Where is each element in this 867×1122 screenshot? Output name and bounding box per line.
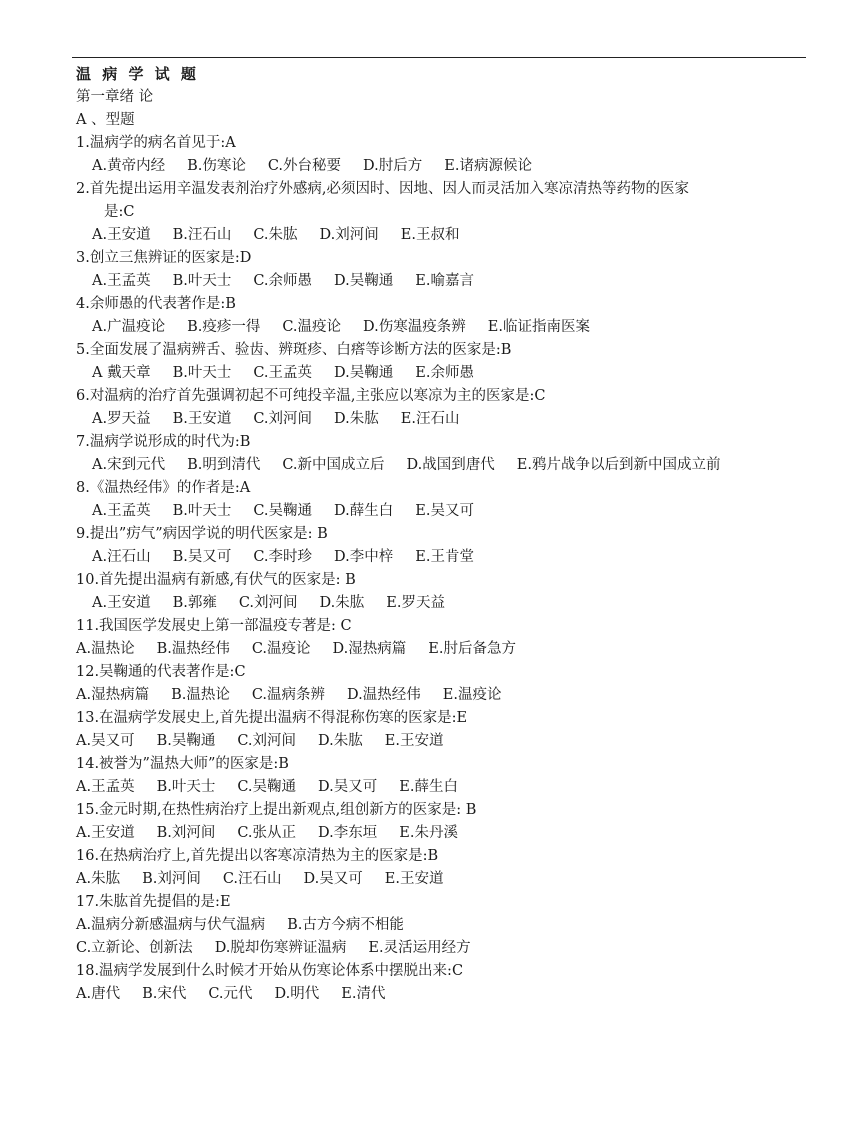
answer-option: E.温疫论 xyxy=(442,687,502,703)
option-row xyxy=(76,776,804,799)
document-title: 温 病 学 试 题 xyxy=(76,65,199,83)
answer-option: A.吴又可 xyxy=(76,733,135,749)
option-row xyxy=(76,868,804,891)
answer-option: D.朱肱 xyxy=(319,595,365,611)
answer-option: D.刘河间 xyxy=(319,227,379,243)
answer-option: D.吴鞠通 xyxy=(334,365,394,381)
option-row xyxy=(76,914,804,937)
answer-option: A.王安道 xyxy=(92,595,151,611)
question-text: 2.首先提出运用辛温发表剂治疗外感病,必须因时、因地、因人而灵活加入寒凉清热等药物的医家 xyxy=(76,181,689,197)
answer-option: E.汪石山 xyxy=(400,411,460,427)
answer-option: D.李中梓 xyxy=(334,549,394,565)
question-text: 8.《温热经伟》的作者是:A xyxy=(76,480,251,496)
answer-option: A.朱肱 xyxy=(76,871,121,887)
question-text: 12.吴鞠通的代表著作是:C xyxy=(76,664,246,680)
answer-option: E.罗天益 xyxy=(386,595,445,611)
option-row xyxy=(76,316,804,339)
answer-option: D.战国到唐代 xyxy=(406,457,495,473)
answer-option: B.叶天士 xyxy=(172,365,232,381)
answer-option: E.诸病源候论 xyxy=(444,158,532,174)
answer-option: D.朱肱 xyxy=(318,733,363,749)
answer-option: A.黄帝内经 xyxy=(92,158,166,174)
option-row xyxy=(76,730,804,753)
answer-option: B.刘河间 xyxy=(142,871,201,887)
option-row xyxy=(76,454,804,477)
answer-option: E.薛生白 xyxy=(399,779,458,795)
answer-option: B.伤寒论 xyxy=(187,158,246,174)
answer-option: A.王安道 xyxy=(92,227,151,243)
question-text: 10.首先提出温病有新感,有伏气的医家是: B xyxy=(76,572,356,588)
answer-option: C.元代 xyxy=(208,986,253,1002)
answer-option: B.温热经伟 xyxy=(156,641,230,657)
answer-option: B.古方今病不相能 xyxy=(287,917,404,933)
option-row xyxy=(76,224,804,247)
section-heading: A 、型题 xyxy=(76,112,135,128)
chapter-heading: 第一章绪 论 xyxy=(76,89,154,105)
option-row xyxy=(76,270,804,293)
answer-option: D.湿热病篇 xyxy=(332,641,407,657)
answer-option: C.温疫论 xyxy=(282,319,342,335)
option-row xyxy=(76,937,804,960)
answer-option: B.温热论 xyxy=(171,687,230,703)
answer-option: C.温病条辨 xyxy=(251,687,326,703)
question-text: 6.对温病的治疗首先强调初起不可纯投辛温,主张应以寒凉为主的医家是:C xyxy=(76,388,546,404)
answer-option: A.温病分新感温病与伏气温病 xyxy=(76,917,266,933)
answer-option: A.湿热病篇 xyxy=(76,687,150,703)
answer-option: A.王孟英 xyxy=(76,779,135,795)
answer-option: A.温热论 xyxy=(76,641,135,657)
answer-option: E.王肯堂 xyxy=(415,549,474,565)
answer-option: D.脱却伤寒辨证温病 xyxy=(214,940,347,956)
question-text: 11.我国医学发展史上第一部温疫专著是: C xyxy=(76,618,352,634)
answer-option: D.吴鞠通 xyxy=(334,273,394,289)
answer-option: E.肘后备急方 xyxy=(428,641,516,657)
option-row xyxy=(76,638,804,661)
question-text: 16.在热病治疗上,首先提出以客寒凉清热为主的医家是:B xyxy=(76,848,439,864)
answer-option: B.叶天士 xyxy=(172,503,232,519)
answer-option: C.王孟英 xyxy=(253,365,313,381)
answer-option: D.朱肱 xyxy=(334,411,379,427)
option-row xyxy=(76,408,804,431)
answer-option: D.吴又可 xyxy=(303,871,363,887)
question-text: 15.金元时期,在热性病治疗上提出新观点,组创新方的医家是: B xyxy=(76,802,477,818)
answer-option: B.郭雍 xyxy=(172,595,217,611)
answer-option: C.吴鞠通 xyxy=(237,779,297,795)
option-row xyxy=(76,822,804,845)
answer-option: A.唐代 xyxy=(76,986,121,1002)
answer-option: B.宋代 xyxy=(142,986,187,1002)
question-list xyxy=(76,132,804,1006)
question-text: 5.全面发展了温病辨舌、验齿、辨斑疹、白瘩等诊断方法的医家是:B xyxy=(76,342,512,358)
answer-option: C.刘河间 xyxy=(253,411,313,427)
answer-option: A.宋到元代 xyxy=(92,457,166,473)
answer-option: C.刘河间 xyxy=(238,595,298,611)
answer-option: C.温疫论 xyxy=(251,641,311,657)
answer-option: C.余师愚 xyxy=(253,273,313,289)
answer-option: C.新中国成立后 xyxy=(282,457,385,473)
answer-option: A.罗天益 xyxy=(92,411,151,427)
option-row xyxy=(76,546,804,569)
answer-option: A.王安道 xyxy=(76,825,135,841)
answer-option: A 戴天章 xyxy=(92,365,151,381)
answer-option: E.灵活运用经方 xyxy=(368,940,471,956)
question-text-continued: 是:C xyxy=(104,204,135,220)
answer-option: E.临证指南医案 xyxy=(487,319,590,335)
answer-option: A.王孟英 xyxy=(92,273,151,289)
answer-option: E.王安道 xyxy=(384,871,444,887)
answer-option: B.王安道 xyxy=(172,411,232,427)
answer-option: E.吴又可 xyxy=(415,503,474,519)
option-row xyxy=(76,592,804,615)
answer-option: D.薛生白 xyxy=(334,503,394,519)
option-row xyxy=(76,155,804,178)
question-text: 9.提出”疠气”病因学说的明代医家是: B xyxy=(76,526,328,542)
header-rule xyxy=(72,57,806,58)
option-row xyxy=(76,500,804,523)
answer-option: A.广温疫论 xyxy=(92,319,166,335)
question-text: 3.创立三焦辨证的医家是:D xyxy=(76,250,252,266)
answer-option: C.李时珍 xyxy=(253,549,313,565)
answer-option: C.刘河间 xyxy=(237,733,297,749)
document-body xyxy=(76,63,804,1006)
answer-option: D.肘后方 xyxy=(363,158,423,174)
answer-option: C.吴鞠通 xyxy=(253,503,313,519)
answer-option: D.明代 xyxy=(274,986,320,1002)
question-text: 18.温病学发展到什么时候才开始从伤寒论体系中摆脱出来:C xyxy=(76,963,464,979)
answer-option: E.朱丹溪 xyxy=(399,825,458,841)
answer-option: E.余师愚 xyxy=(415,365,474,381)
answer-option: E.王叔和 xyxy=(400,227,460,243)
answer-option: D.温热经伟 xyxy=(347,687,421,703)
question-text: 1.温病学的病名首见于:A xyxy=(76,135,236,151)
answer-option: C.立新论、创新法 xyxy=(76,940,193,956)
answer-option: B.明到清代 xyxy=(187,457,261,473)
answer-option: E.喻嘉言 xyxy=(415,273,474,289)
answer-option: A.汪石山 xyxy=(92,549,151,565)
answer-option: D.伤寒温疫条辨 xyxy=(363,319,466,335)
answer-option: E.清代 xyxy=(341,986,386,1002)
answer-option: C.外台秘要 xyxy=(267,158,342,174)
answer-option: C.朱肱 xyxy=(253,227,298,243)
answer-option: B.刘河间 xyxy=(156,825,216,841)
answer-option: B.叶天士 xyxy=(156,779,216,795)
question-text: 14.被誉为”温热大师”的医家是:B xyxy=(76,756,289,772)
question-text: 4.余师愚的代表著作是:B xyxy=(76,296,236,312)
answer-option: D.李东垣 xyxy=(318,825,378,841)
answer-option: B.汪石山 xyxy=(172,227,232,243)
answer-option: D.吴又可 xyxy=(318,779,378,795)
answer-option: C.张从正 xyxy=(237,825,297,841)
answer-option: B.吴鞠通 xyxy=(156,733,216,749)
question-text: 13.在温病学发展史上,首先提出温病不得混称伤寒的医家是:E xyxy=(76,710,468,726)
answer-option: B.吴又可 xyxy=(172,549,232,565)
option-row xyxy=(76,684,804,707)
answer-option: E.鸦片战争以后到新中国成立前 xyxy=(516,457,721,473)
answer-option: B.叶天士 xyxy=(172,273,232,289)
question-text: 7.温病学说形成的时代为:B xyxy=(76,434,251,450)
answer-option: B.疫疹一得 xyxy=(187,319,261,335)
question-text: 17.朱肱首先提倡的是:E xyxy=(76,894,231,910)
option-row xyxy=(76,362,804,385)
option-row xyxy=(76,983,804,1006)
answer-option: C.汪石山 xyxy=(222,871,282,887)
answer-option: E.王安道 xyxy=(384,733,444,749)
answer-option: A.王孟英 xyxy=(92,503,151,519)
